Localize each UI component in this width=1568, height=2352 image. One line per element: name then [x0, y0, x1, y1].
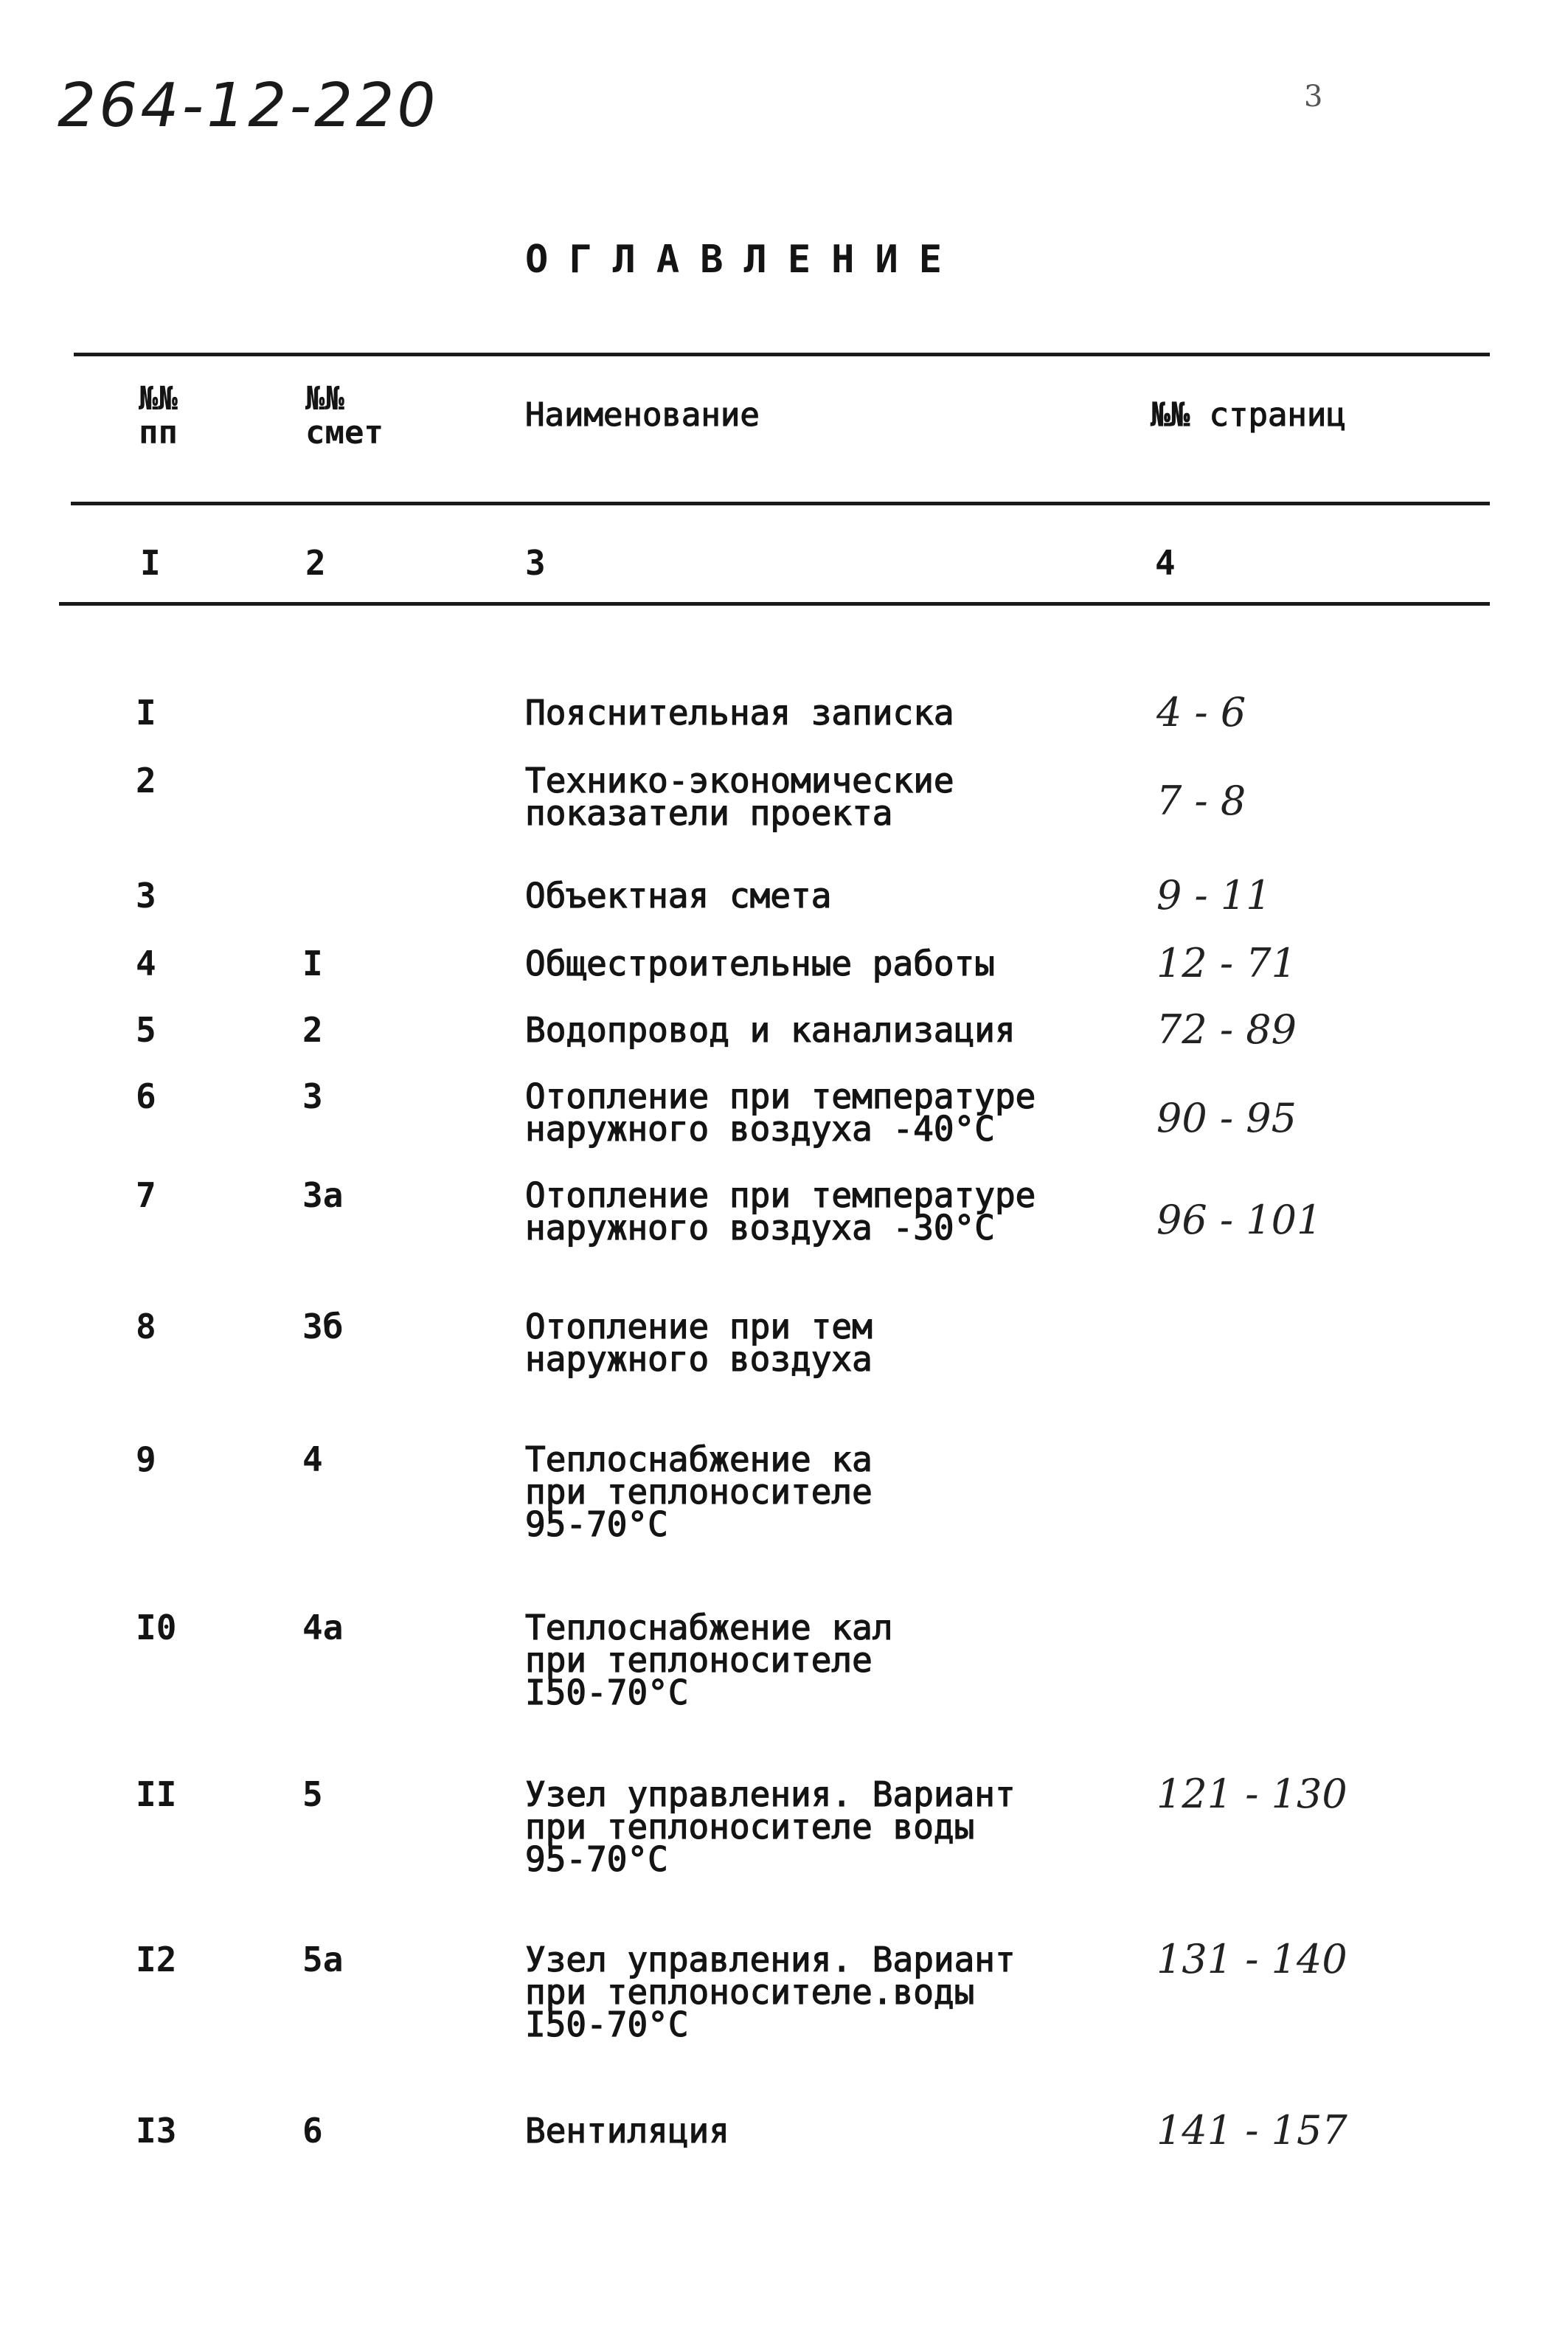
column-number-2: 2	[305, 543, 326, 583]
row-number: 6	[136, 1076, 156, 1116]
section-name: Отопление при температуре наружного воздуха -40°С	[525, 1076, 1036, 1149]
column-number-3: 3	[525, 543, 546, 583]
header-estimate: №№ смет	[305, 380, 384, 452]
page-range: 121 - 130	[1156, 1771, 1347, 1817]
page-range: 7 - 8	[1156, 778, 1246, 824]
page-range: 131 - 140	[1156, 1936, 1347, 1982]
page-range: 72 - 89	[1156, 1006, 1297, 1053]
section-name: Водопровод и канализация	[525, 1010, 1016, 1050]
header-pages: №№ страниц	[1151, 396, 1346, 434]
table-of-contents-title: ОГЛАВЛЕНИЕ	[525, 238, 963, 282]
section-name: Пояснительная записка	[525, 693, 954, 733]
page-range: 90 - 95	[1156, 1095, 1297, 1141]
section-name: Технико-экономические показатели проекта	[525, 761, 954, 833]
column-number-1: I	[140, 543, 161, 583]
row-number: I3	[136, 2111, 177, 2151]
estimate-number: I	[302, 944, 323, 983]
estimate-number: 3а	[302, 1175, 344, 1215]
row-number: 2	[136, 761, 156, 800]
document-code: 264-12-220	[58, 71, 439, 141]
row-number: 5	[136, 1010, 156, 1050]
section-name: Вентиляция	[525, 2111, 729, 2151]
section-name: Теплоснабжение кал при теплоносителе I50-70°С	[525, 1608, 893, 1712]
section-name: Узел управления. Вариант при теплоносителе воды 95-70°С	[525, 1774, 1016, 1879]
row-number: I	[136, 693, 156, 733]
row-number: 7	[136, 1175, 156, 1215]
row-number: II	[136, 1774, 177, 1814]
section-name: Узел управления. Вариант при теплоносителе.воды I50-70°С	[525, 1940, 1016, 2044]
page-range: 9 - 11	[1156, 872, 1272, 919]
estimate-number: 5а	[302, 1940, 344, 1979]
section-name: Теплоснабжение ка при теплоносителе 95-70°С	[525, 1439, 873, 1544]
header-top-rule	[74, 353, 1490, 356]
estimate-number: 4	[302, 1439, 323, 1479]
page-range: 12 - 71	[1156, 940, 1297, 986]
row-number: 3	[136, 876, 156, 916]
section-name: Отопление при тем наружного воздуха	[525, 1307, 873, 1379]
row-number: I2	[136, 1940, 177, 1979]
header-bottom-rule	[71, 502, 1490, 505]
row-number: I0	[136, 1608, 177, 1647]
section-name: Объектная смета	[525, 876, 832, 916]
estimate-number: 3	[302, 1076, 323, 1116]
section-name: Общестроительные работы	[525, 944, 995, 983]
estimate-number: 4а	[302, 1608, 344, 1647]
column-numbers-rule	[59, 602, 1490, 606]
row-number: 8	[136, 1307, 156, 1346]
estimate-number: 2	[302, 1010, 323, 1050]
estimate-number: 6	[302, 2111, 323, 2151]
section-name: Отопление при температуре наружного воздуха -30°С	[525, 1175, 1036, 1248]
header-num: №№ пп	[139, 380, 178, 452]
row-number: 4	[136, 944, 156, 983]
estimate-number: 3б	[302, 1307, 344, 1346]
page-range: 96 - 101	[1156, 1197, 1322, 1243]
estimate-number: 5	[302, 1774, 323, 1814]
page-number: 3	[1304, 80, 1323, 114]
page-range: 4 - 6	[1156, 689, 1246, 736]
row-number: 9	[136, 1439, 156, 1479]
column-number-4: 4	[1155, 543, 1176, 583]
page-range: 141 - 157	[1156, 2107, 1347, 2154]
header-name: Наименование	[525, 396, 760, 434]
